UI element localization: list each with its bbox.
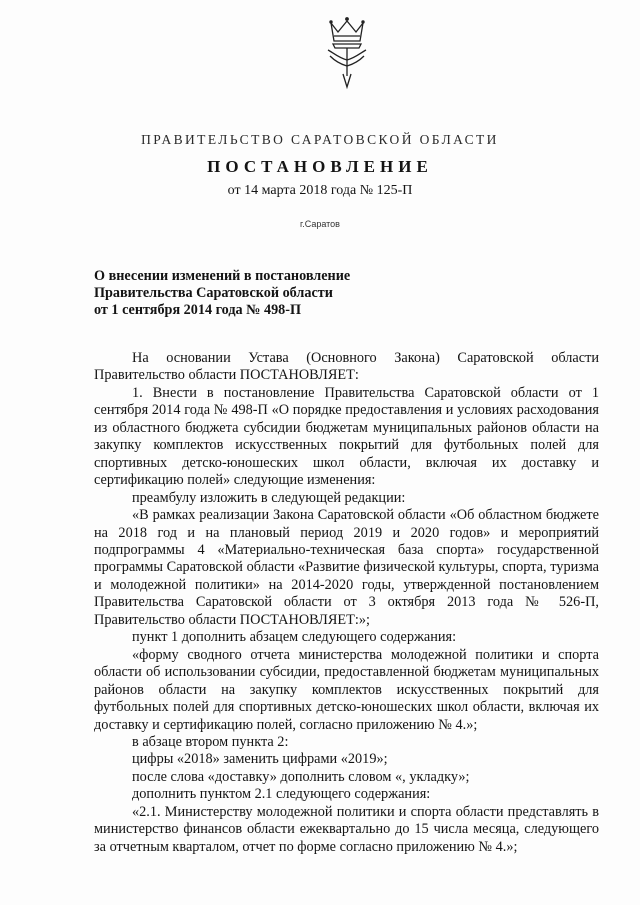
crown-coat-of-arms-icon <box>323 14 371 90</box>
government-name: ПРАВИТЕЛЬСТВО САРАТОВСКОЙ ОБЛАСТИ <box>141 132 499 147</box>
document-date-number: от 14 марта 2018 года № 125-П <box>227 183 413 198</box>
body-paragraph: «2.1. Министерству молодежной политики и спорта области представлять в министерство финансов области ежеквартально до 15 числа месяца, следующего за отчетным кварталом, отчет по форме согласно приложению № 4.»; <box>94 803 599 855</box>
body-paragraph: На основании Устава (Основного Закона) Саратовской области Правительство области ПОСТАНОВЛЯЕТ: <box>94 350 599 384</box>
subject-line: от 1 сентября 2014 года № 498-П <box>94 302 302 318</box>
document-body <box>94 350 599 856</box>
document-subject <box>94 268 514 319</box>
body-paragraph: в абзаце втором пункта 2: <box>132 733 289 750</box>
body-paragraph: «форму сводного отчета министерства молодежной политики и спорта области об использовании субсидии, предоставленной бюджетам муниципальных районов области на закупку комплектов искусственных покрытий для футбольных полей для спортивных детско-юношеских школ области, включая их доставку и сертификацию полей, согласно приложению № 4.»; <box>94 646 599 733</box>
document-type: ПОСТАНОВЛЕНИЕ <box>207 157 433 176</box>
subject-line: О внесении изменений в постановление <box>94 268 351 284</box>
body-paragraph: цифры «2018» заменить цифрами «2019»; <box>132 751 388 768</box>
body-paragraph: дополнить пунктом 2.1 следующего содержания: <box>132 786 431 803</box>
body-paragraph: пункт 1 дополнить абзацем следующего содержания: <box>132 629 457 646</box>
body-paragraph: преамбулу изложить в следующей редакции: <box>132 489 406 506</box>
subject-line: Правительства Саратовской области <box>94 285 333 301</box>
body-paragraph: после слова «доставку» дополнить словом «, укладку»; <box>132 768 470 785</box>
body-paragraph: 1. Внести в постановление Правительства Саратовской области от 1 сентября 2014 года № 498-П «О порядке предоставления и условиях расходования из областного бюджета субсидии бюджетам муниципальных районов области на закупку комплектов искусственных покрытий для футбольных полей для спортивных детско-юношеских школ области, включая их доставку и сертификацию полей» следующие изменения: <box>94 384 599 489</box>
city: г.Саратов <box>300 219 340 229</box>
body-paragraph: «В рамках реализации Закона Саратовской области «Об областном бюджете на 2018 год и на плановый период 2019 и 2020 годов» и мероприятий подпрограммы 4 «Материально-техническая база спорта» государственной программы Саратовской области «Развитие физической культуры, спорта, туризма и молодежной политики» на 2014-2020 годы, утвержденной постановлением Правительства Саратовской области от 3 октября 2013 года № 526-П, Правительство области ПОСТАНОВЛЯЕТ:»; <box>94 507 599 628</box>
